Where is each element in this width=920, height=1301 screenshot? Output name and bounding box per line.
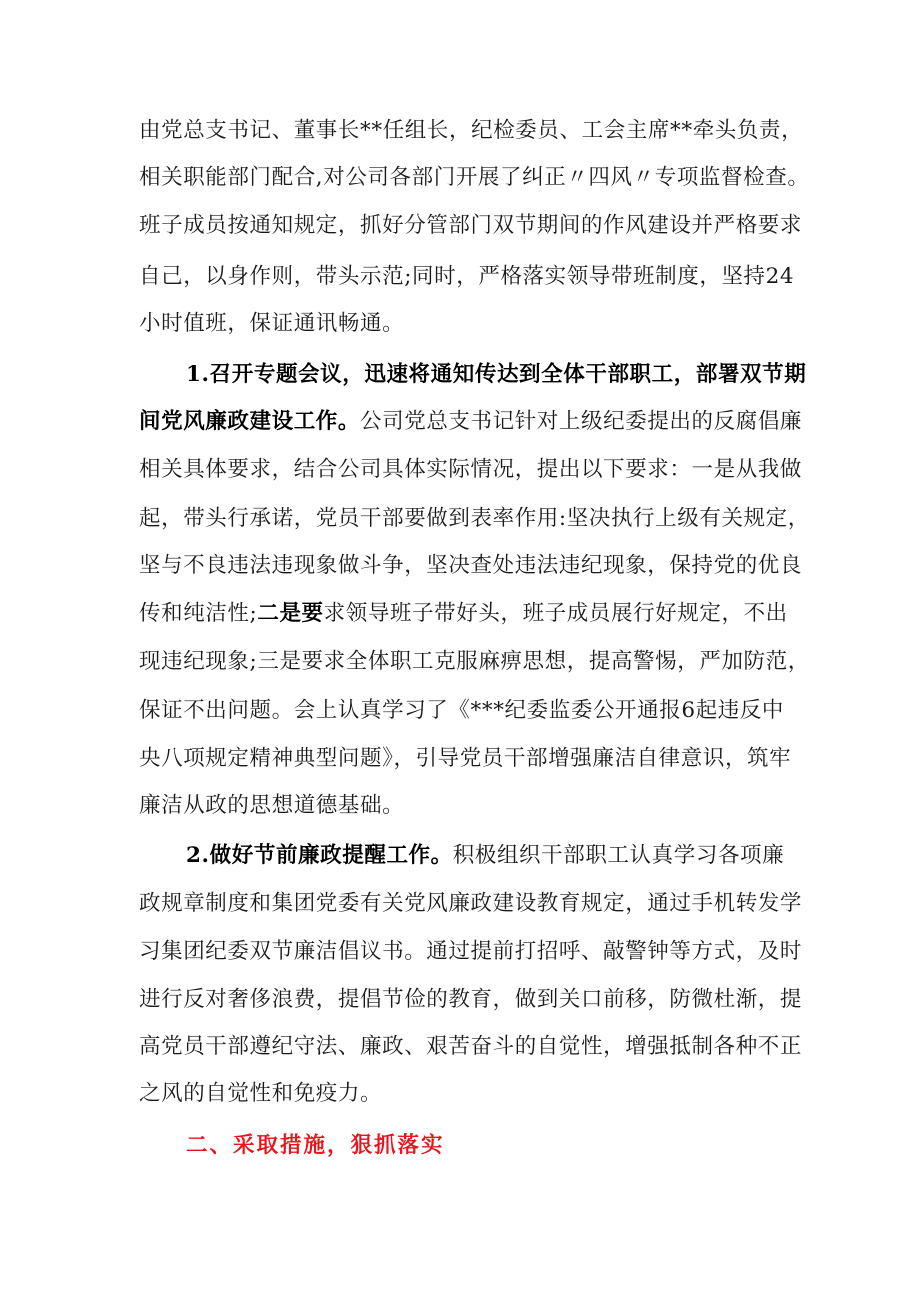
item2-heading: 2.做好节前廉政提醒工作。: [186, 843, 453, 868]
section-2-heading: 二、采取措施，狠抓落实: [186, 1133, 445, 1158]
item2-line-2: 政规章制度和集团党委有关党风廉政建设教育规定，通过手机转发学: [139, 891, 803, 916]
item1-line-6-b: 求领导班子带好头，班子成员展行好规定，不出: [323, 601, 788, 626]
item1-line-8: 保证不出问题。会上认真学习了《***纪委监委公开通报6起违反中: [139, 698, 785, 723]
intro-line-1: 由党总支书记、董事长**任组长，纪检委员、工会主席**牵头负责，: [139, 118, 804, 143]
intro-line-4: 自己，以身作则，带头示范;同时，严格落实领导带班制度，坚持24: [139, 264, 795, 289]
intro-line-3: 班子成员按通知规定，抓好分管部门双节期间的作风建设并严格要求: [139, 213, 803, 238]
item1-heading-line-1: 1.召开专题会议，迅速将通知传达到全体干部职工，部署双节期: [186, 362, 807, 387]
item1-line-6-bold: 二是要: [257, 601, 324, 626]
item2-line-1: [186, 842, 826, 870]
intro-line-5: 小时值班，保证通讯畅通。: [139, 311, 405, 336]
item2-line-6: 之风的自觉性和免疫力。: [139, 1081, 383, 1106]
item1-line-5: 坚与不良违法违现象做斗争，坚决查处违法违纪现象，保持党的优良: [139, 553, 803, 578]
intro-line-2: 相关职能部门配合,对公司各部门开展了纠正〃四风〃专项监督检查。: [139, 165, 810, 190]
item2-line-1-text: 积极组织干部职工认真学习各项廉: [452, 843, 785, 868]
item1-line-4: 起，带头行承诺，党员干部要做到表率作用:坚决执行上级有关规定，: [139, 506, 810, 531]
item2-line-3: 习集团纪委双节廉洁倡议书。通过提前打招呼、敲警钟等方式，及时: [139, 939, 803, 964]
item1-line-9: 央八项规定精神典型问题》，引导党员干部增强廉洁自律意识，筑牢: [139, 746, 792, 771]
item1-line-6-a: 传和纯洁性;: [139, 601, 258, 626]
item1-line-2: [139, 408, 819, 436]
item1-line-7: 现违纪现象;三是要求全体职工克服麻痹思想，提高警惕，严加防范，: [139, 649, 810, 674]
item2-line-4: 进行反对奢侈浪费，提倡节俭的教育，做到关口前移，防微杜渐，提: [139, 987, 803, 1012]
item2-line-5: 高党员干部遵纪守法、廉政、艰苦奋斗的自觉性，增强抵制各种不正: [139, 1034, 803, 1059]
item1-line-10: 廉洁从政的思想道德基础。: [139, 793, 405, 818]
item1-line-6: [139, 600, 819, 628]
item1-heading-line-2: 间党风廉政建设工作。: [139, 409, 361, 434]
item1-line-2-text: 公司党总支书记针对上级纪委提出的反腐倡廉: [360, 409, 803, 434]
item1-line-3: 相关具体要求，结合公司具体实际情况，提出以下要求：一是从我做: [139, 457, 803, 482]
